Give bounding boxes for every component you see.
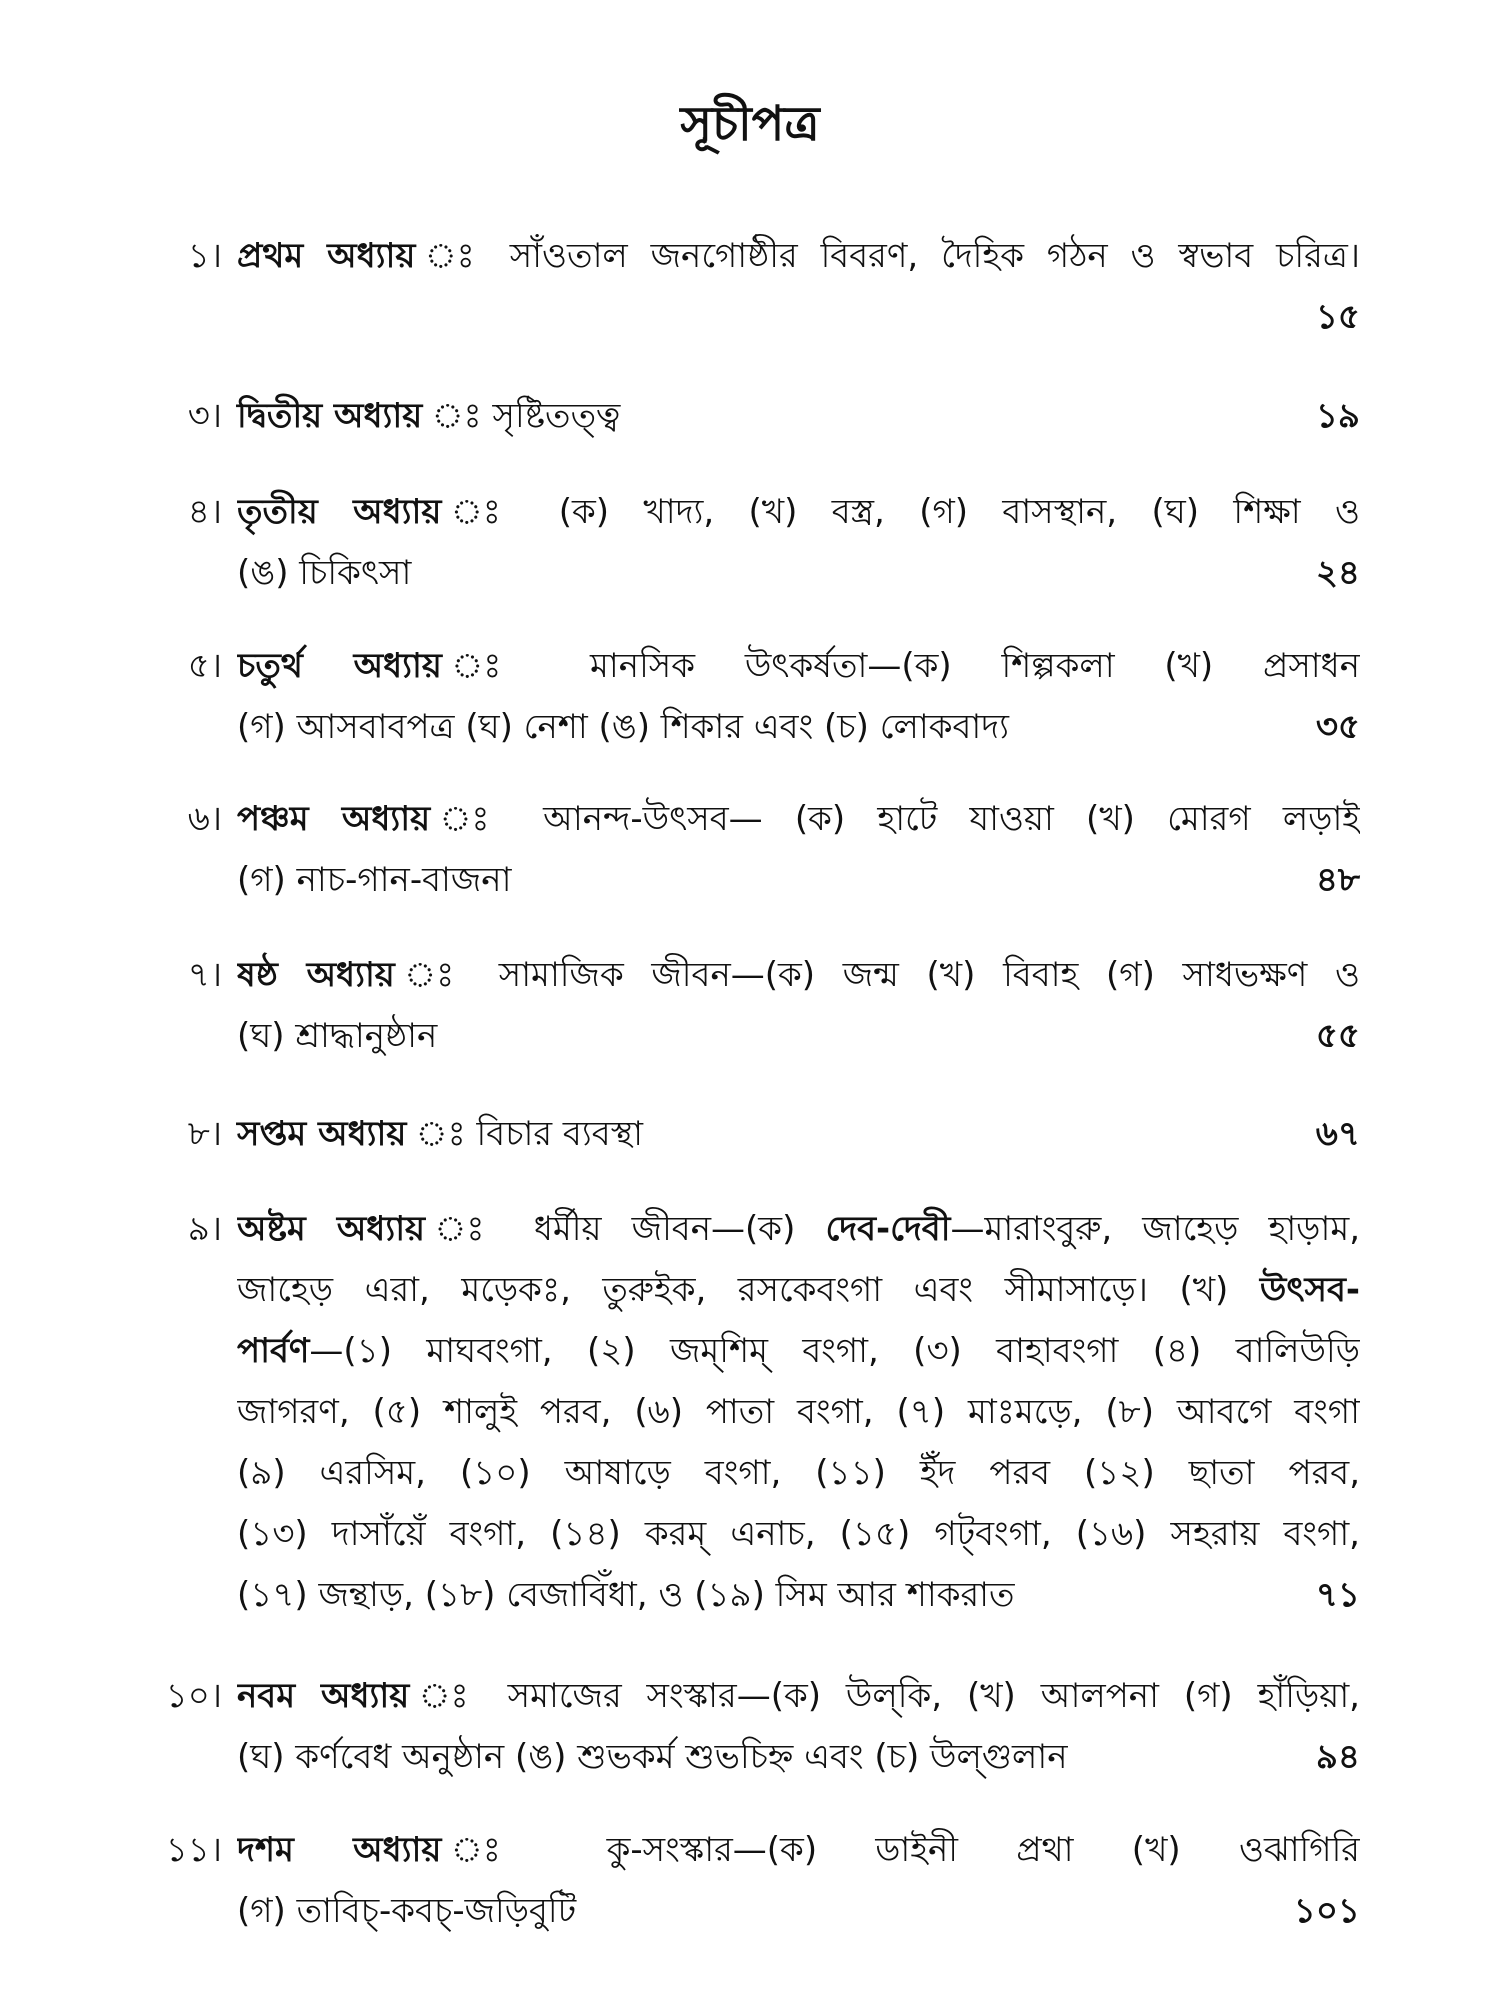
bold-heading-text: ষষ্ঠ অধ্যায়: [237, 955, 395, 995]
entry-line: [237, 945, 1360, 1006]
entry-text-segment: জাহেড় এরা, মড়েকঃ, তুরুইক, রসকেবংগা এবং সীমাসাড়ে। (খ): [237, 1270, 1260, 1310]
entry-line: [237, 226, 1360, 287]
bold-heading-text: অষ্টম অধ্যায়: [237, 1209, 426, 1249]
entry-line: [237, 636, 1360, 697]
entry-text-segment: ঃ সামাজিক জীবন—(ক) জন্ম (খ) বিবাহ (গ) সাধভক্ষণ ও: [394, 955, 1360, 995]
page-number: ১০১: [1293, 1891, 1360, 1931]
entry-line: [237, 1504, 1360, 1565]
bold-heading-text: দ্বিতীয় অধ্যায়: [237, 396, 423, 436]
entry-number: ৩।: [187, 396, 222, 436]
entry-line: [237, 1382, 1360, 1443]
entry-line: [237, 1104, 1360, 1165]
entry-line: [237, 1199, 1360, 1260]
entry-line: [237, 543, 1360, 604]
entry-text: [237, 386, 1360, 447]
bold-heading-text: উৎসব-: [1259, 1270, 1360, 1310]
entry-text-segment: ঃ সমাজের সংস্কার—(ক) উল্‌কি, (খ) আলপনা (গ) হাঁড়িয়া,: [409, 1676, 1360, 1716]
bold-heading-text: প্রথম অধ্যায়: [237, 236, 416, 276]
entry-line: [237, 1260, 1360, 1321]
entry-text-segment: (ঘ) শ্রাদ্ধানুষ্ঠান: [237, 1016, 438, 1056]
entry-text-segment: (ঙ) চিকিৎসা: [237, 553, 412, 593]
entry-number: ১১।: [165, 1830, 222, 1870]
entry-line: [237, 1443, 1360, 1504]
entry-text-segment: —(১) মাঘবংগা, (২) জম্‌শিম্‌ বংগা, (৩) বাহাবংগা (৪) বালিউড়ি: [309, 1331, 1360, 1371]
page-number: ৪৮: [1315, 860, 1360, 900]
entry-number: ৫।: [187, 646, 222, 686]
entry-text-segment: (গ) নাচ-গান-বাজনা: [237, 860, 512, 900]
entry-text-segment: ঃ আনন্দ-উৎসব— (ক) হাটে যাওয়া (খ) মোরগ লড়াই: [430, 799, 1360, 839]
entry-text-segment: (ঘ) কর্ণবেধ অনুষ্ঠান (ঙ) শুভকর্ম শুভচিহ্ন এবং (চ) উল্‌গুলান: [237, 1737, 1068, 1777]
bold-heading-text: নবম অধ্যায়: [237, 1676, 410, 1716]
page-title: সূচীপত্র: [680, 96, 820, 152]
entry-text-segment: (১৭) জন্থাড়, (১৮) বেজাবিঁধা, ও (১৯) সিম আর শাকরাত: [237, 1575, 1015, 1615]
entry-number: ৯।: [187, 1209, 222, 1249]
entry-text-segment: ঃ সৃষ্টিতত্ত্ব: [422, 396, 621, 436]
entry-text-segment: ঃ মানসিক উৎকর্ষতা—(ক) শিল্পকলা (খ) প্রসাধন: [441, 646, 1360, 686]
entry-text-segment: ঃ বিচার ব্যবস্থা: [406, 1114, 643, 1154]
entry-text-segment: (গ) তাবিচ্‌-কবচ্‌-জড়িবুটি: [237, 1891, 577, 1931]
bold-heading-text: দশম অধ্যায়: [237, 1830, 442, 1870]
entry-text: [237, 789, 1360, 911]
entry-number: ৮।: [187, 1114, 222, 1154]
entry-line: [237, 1565, 1360, 1626]
page-number: ৯৪: [1315, 1737, 1360, 1777]
page-number: ৬৭: [1315, 1114, 1360, 1154]
entry-line: [237, 1727, 1360, 1788]
entry-line: [237, 789, 1360, 850]
entry-text: [237, 226, 1360, 348]
page-number: ৭১: [1315, 1575, 1360, 1615]
entry-line: [237, 697, 1360, 758]
bold-heading-text: পঞ্চম অধ্যায়: [237, 799, 431, 839]
entry-text: [237, 636, 1360, 758]
entry-text: [237, 945, 1360, 1067]
entry-number: ৪।: [187, 492, 222, 532]
entry-text: [237, 482, 1360, 604]
entry-text: [237, 1199, 1360, 1626]
entry-text-segment: ঃ সাঁওতাল জনগোষ্ঠীর বিবরণ, দৈহিক গঠন ও স্বভাব চরিত্র।: [415, 236, 1360, 276]
entry-line: [237, 1881, 1360, 1942]
entry-number: ১।: [187, 236, 222, 276]
bold-heading-text: চতুর্থ অধ্যায়: [237, 646, 442, 686]
bold-heading-text: সপ্তম অধ্যায়: [237, 1114, 407, 1154]
entry-line: [237, 386, 1360, 447]
entry-text: [237, 1820, 1360, 1942]
bold-heading-text: পার্বণ: [237, 1331, 310, 1371]
entry-line: [237, 1006, 1360, 1067]
entry-text-segment: —মারাংবুরু, জাহেড় হাড়াম,: [950, 1209, 1360, 1249]
entry-line: [237, 482, 1360, 543]
entry-text-segment: (গ) আসবাবপত্র (ঘ) নেশা (ঙ) শিকার এবং (চ) লোকবাদ্য: [237, 707, 1009, 747]
entry-text: [237, 1666, 1360, 1788]
entry-number: ৭।: [187, 955, 222, 995]
entry-text-segment: ঃ ধর্মীয় জীবন—(ক): [425, 1209, 826, 1249]
entry-line: [237, 1820, 1360, 1881]
entry-number: ৬।: [187, 799, 222, 839]
page-number: ২৪: [1315, 553, 1360, 593]
entry-text-segment: ঃ (ক) খাদ্য, (খ) বস্ত্র, (গ) বাসস্থান, (ঘ) শিক্ষা ও: [441, 492, 1360, 532]
entry-text-segment: (৯) এরসিম, (১০) আষাড়ে বংগা, (১১) ইঁদ পরব (১২) ছাতা পরব,: [237, 1453, 1360, 1493]
entry-text: [237, 1104, 1360, 1165]
bold-heading-text: তৃতীয় অধ্যায়: [237, 492, 442, 532]
page-number: ৩৫: [1315, 707, 1360, 747]
entry-number: ১০।: [165, 1676, 222, 1716]
bold-heading-text: দেব-দেবী: [825, 1209, 951, 1249]
entry-line: [237, 1666, 1360, 1727]
page-number: ১৫: [1315, 297, 1360, 337]
page-number: ৫৫: [1315, 1016, 1360, 1056]
entry-text-segment: (১৩) দাসাঁয়েঁ বংগা, (১৪) করম্‌ এনাচ, (১৫) গট্‌বংগা, (১৬) সহরায় বংগা,: [237, 1514, 1360, 1554]
entry-line: [237, 1321, 1360, 1382]
entry-text-segment: ঃ কু-সংস্কার—(ক) ডাইনী প্রথা (খ) ওঝাগিরি: [441, 1830, 1360, 1870]
page-number: ১৯: [1315, 396, 1360, 436]
entry-line: [237, 850, 1360, 911]
entry-line: [237, 287, 1360, 348]
entry-text-segment: জাগরণ, (৫) শালুই পরব, (৬) পাতা বংগা, (৭) মাঃমড়ে, (৮) আবগে বংগা: [237, 1392, 1360, 1432]
